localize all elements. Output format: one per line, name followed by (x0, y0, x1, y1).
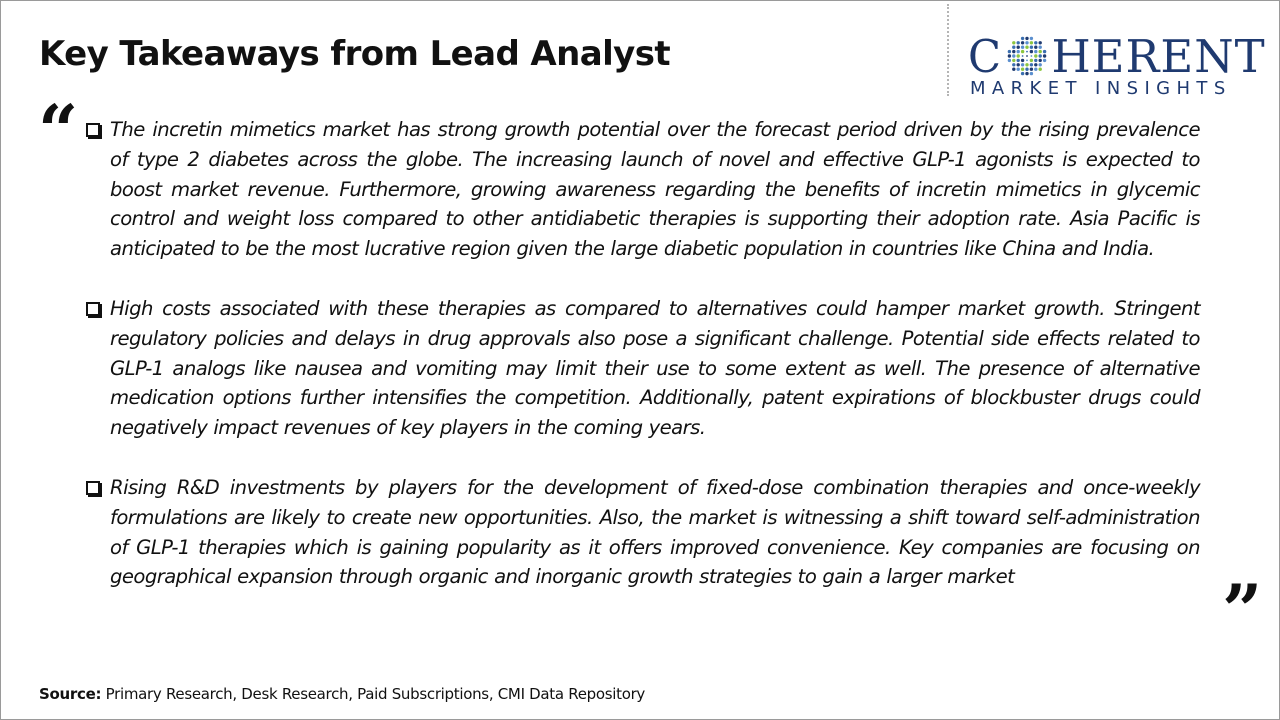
globe-dot (1013, 68, 1016, 71)
globe-dot (1035, 54, 1038, 57)
globe-dot (1021, 68, 1024, 71)
logo-subtitle: MARKET INSIGHTS (970, 78, 1232, 99)
company-logo (968, 29, 1266, 100)
globe-dot (1021, 50, 1024, 53)
logo-word-left: C (968, 29, 1003, 83)
globe-dot (1043, 59, 1046, 62)
globe-dot (1043, 50, 1046, 53)
takeaway-text: Rising R&D investments by players for the development of fixed-dose combination therapies and once-weekly formulations are likely to create new opportunities. Also, the market is witnessing a shift toward self-administration of GLP-1 therapies which is gaining popularity as it offers improved convenience. Key companies are focusing on geographical expansion through organic and inorganic growth strategies to gain a larger market (110, 475, 1200, 589)
globe-dot (1030, 46, 1033, 49)
globe-dot (1008, 59, 1011, 62)
globe-dot (1027, 55, 1029, 57)
checkbox-bullet-icon (86, 481, 100, 495)
globe-dot (1030, 50, 1033, 53)
globe-dot (1035, 59, 1038, 62)
globe-dot (1030, 37, 1033, 40)
page-title: Key Takeaways from Lead Analyst (39, 34, 671, 74)
open-quote-icon: “ (38, 89, 79, 172)
globe-dot (1026, 72, 1029, 75)
close-quote-icon: ” (1222, 569, 1263, 652)
checkbox-bullet-icon (86, 302, 100, 316)
globe-dot (1026, 68, 1029, 71)
globe-dot (1030, 68, 1033, 71)
logo-wordmark (968, 30, 1266, 82)
globe-dot (1017, 59, 1020, 62)
globe-dot (1039, 63, 1042, 66)
globe-dot (1026, 63, 1029, 66)
globe-dot (1039, 59, 1042, 62)
checkbox-bullet-icon (86, 123, 100, 137)
globe-dot (1017, 68, 1020, 71)
takeaway-item (86, 294, 1200, 443)
globe-dot (1013, 63, 1016, 66)
globe-dot (1026, 46, 1029, 49)
globe-dot (1013, 59, 1016, 62)
globe-dot (1013, 41, 1016, 44)
globe-dot (1027, 60, 1029, 62)
globe-dot (1017, 41, 1020, 44)
globe-dot (1030, 63, 1033, 66)
globe-dot (1030, 41, 1033, 44)
globe-dot (1031, 55, 1033, 57)
takeaway-text: High costs associated with these therapies as compared to alternatives could hamper market growth. Stringent regulatory policies and delays in drug approvals also pose a significant challenge. Potential side effects related to GLP-1 analogs like nausea and vomiting may limit their use to some extent as well. The presence of alternative medication options further intensifies the competition. Additionally, patent expirations of blockbuster drugs could negatively impact revenues of key players in the coming years. (110, 296, 1200, 440)
globe-dot (1021, 46, 1024, 49)
source-text: Primary Research, Desk Research, Paid Subscriptions, CMI Data Repository (101, 685, 646, 703)
globe-dot (1043, 54, 1046, 57)
globe-dot (1021, 72, 1024, 75)
header-divider (947, 4, 949, 96)
globe-dot (1013, 50, 1016, 53)
globe-dots-icon (1005, 34, 1049, 78)
globe-dot (1035, 50, 1038, 53)
globe-dot (1027, 51, 1029, 53)
globe-dot (1039, 50, 1042, 53)
globe-dot (1017, 63, 1020, 66)
globe-dot (1008, 54, 1011, 57)
globe-dot (1035, 41, 1038, 44)
globe-dot (1039, 41, 1042, 44)
takeaway-text: The incretin mimetics market has strong growth potential over the forecast period driven by the rising prevalence of type 2 diabetes across the globe. The increasing launch of novel and effective GLP-1 agonists is expected to boost market revenue. Furthermore, growing awareness regarding the benefits of incretin mimetics in glycemic control and weight loss compared to other antidiabetic therapies is supporting their adoption rate. Asia Pacific is anticipated to be the most lucrative region given the large diabetic population in countries like China and India. (110, 118, 1200, 261)
globe-dot (1039, 54, 1042, 57)
globe-dot (1021, 41, 1024, 44)
globe-dot (1021, 63, 1024, 66)
source-footer (39, 685, 645, 703)
globe-dot (1039, 46, 1042, 49)
globe-dot (1035, 68, 1038, 71)
globe-dot (1013, 46, 1016, 49)
takeaway-item (86, 473, 1200, 592)
globe-dot (1039, 68, 1042, 71)
takeaways-list (86, 115, 1200, 592)
globe-dot (1026, 41, 1029, 44)
globe-dot (1021, 59, 1024, 62)
source-label: Source: (39, 685, 102, 703)
globe-dot (1030, 59, 1033, 62)
globe-dot (1013, 54, 1016, 57)
globe-dot (1022, 55, 1024, 57)
takeaway-item (86, 115, 1200, 264)
logo-word-right: HERENT (1051, 29, 1266, 83)
globe-dot (1008, 50, 1011, 53)
globe-dot (1026, 37, 1029, 40)
globe-dot (1017, 50, 1020, 53)
globe-dot (1030, 72, 1033, 75)
globe-dot (1017, 54, 1020, 57)
globe-dot (1035, 63, 1038, 66)
globe-dot (1035, 46, 1038, 49)
globe-dot (1017, 46, 1020, 49)
globe-dot (1021, 37, 1024, 40)
